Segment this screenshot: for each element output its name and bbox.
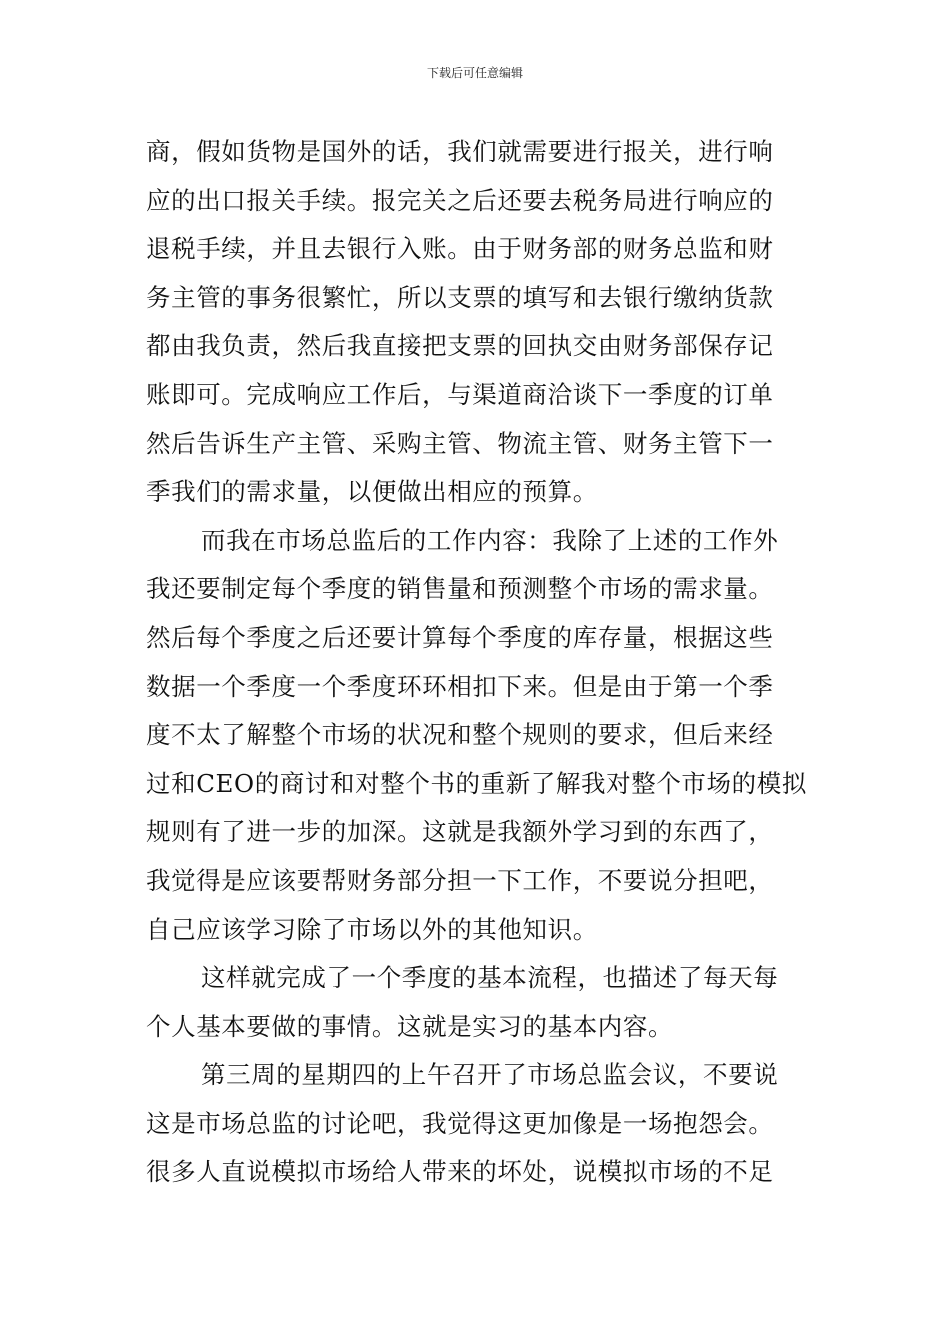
- text-line: 很多人直说模拟市场给人带来的坏处，说模拟市场的不足: [146, 1157, 774, 1187]
- text-line: 退税手续，并且去银行入账。由于财务部的财务总监和财: [146, 234, 774, 264]
- text-line: 度不太了解整个市场的状况和整个规则的要求，但后来经: [146, 720, 774, 750]
- text-line: 商，假如货物是国外的话，我们就需要进行报关，进行响: [146, 137, 774, 166]
- text-line: 账即可。完成响应工作后，与渠道商洽谈下一季度的订单: [146, 379, 774, 409]
- text-line: 规则有了进一步的加深。这就是我额外学习到的东西了，: [146, 817, 774, 847]
- text-line: 都由我负责，然后我直接把支票的回执交由财务部保存记: [146, 331, 774, 361]
- text-line: 我还要制定每个季度的销售量和预测整个市场的需求量。: [146, 574, 774, 604]
- paragraph-first-line: 第三周的星期四的上午召开了市场总监会议，不要说: [201, 1060, 779, 1090]
- text-line: 然后每个季度之后还要计算每个季度的库存量，根据这些: [146, 622, 774, 652]
- text-line: 然后告诉生产主管、采购主管、物流主管、财务主管下一: [146, 428, 774, 458]
- text-line: 过和CEO的商讨和对整个书的重新了解我对整个市场的模拟: [146, 768, 807, 798]
- text-line: 自己应该学习除了市场以外的其他知识。: [146, 914, 598, 944]
- body-text: [146, 128, 812, 1197]
- text-line: 应的出口报关手续。报完关之后还要去税务局进行响应的: [146, 185, 774, 215]
- text-line: 个人基本要做的事情。这就是实习的基本内容。: [146, 1011, 674, 1041]
- paragraph-first-line: 而我在市场总监后的工作内容：我除了上述的工作外: [201, 525, 779, 555]
- paragraph-first-line: 这样就完成了一个季度的基本流程，也描述了每天每: [201, 963, 779, 993]
- text-line: 这是市场总监的讨论吧，我觉得这更加像是一场抱怨会。: [146, 1108, 774, 1138]
- text-line: 我觉得是应该要帮财务部分担一下工作，不要说分担吧，: [146, 865, 774, 895]
- text-line: 季我们的需求量，以便做出相应的预算。: [146, 477, 598, 507]
- text-line: 数据一个季度一个季度环环相扣下来。但是由于第一个季: [146, 671, 774, 701]
- page-header: 下载后可任意编辑: [426, 66, 523, 80]
- text-line: 务主管的事务很繁忙，所以支票的填写和去银行缴纳货款: [146, 282, 774, 312]
